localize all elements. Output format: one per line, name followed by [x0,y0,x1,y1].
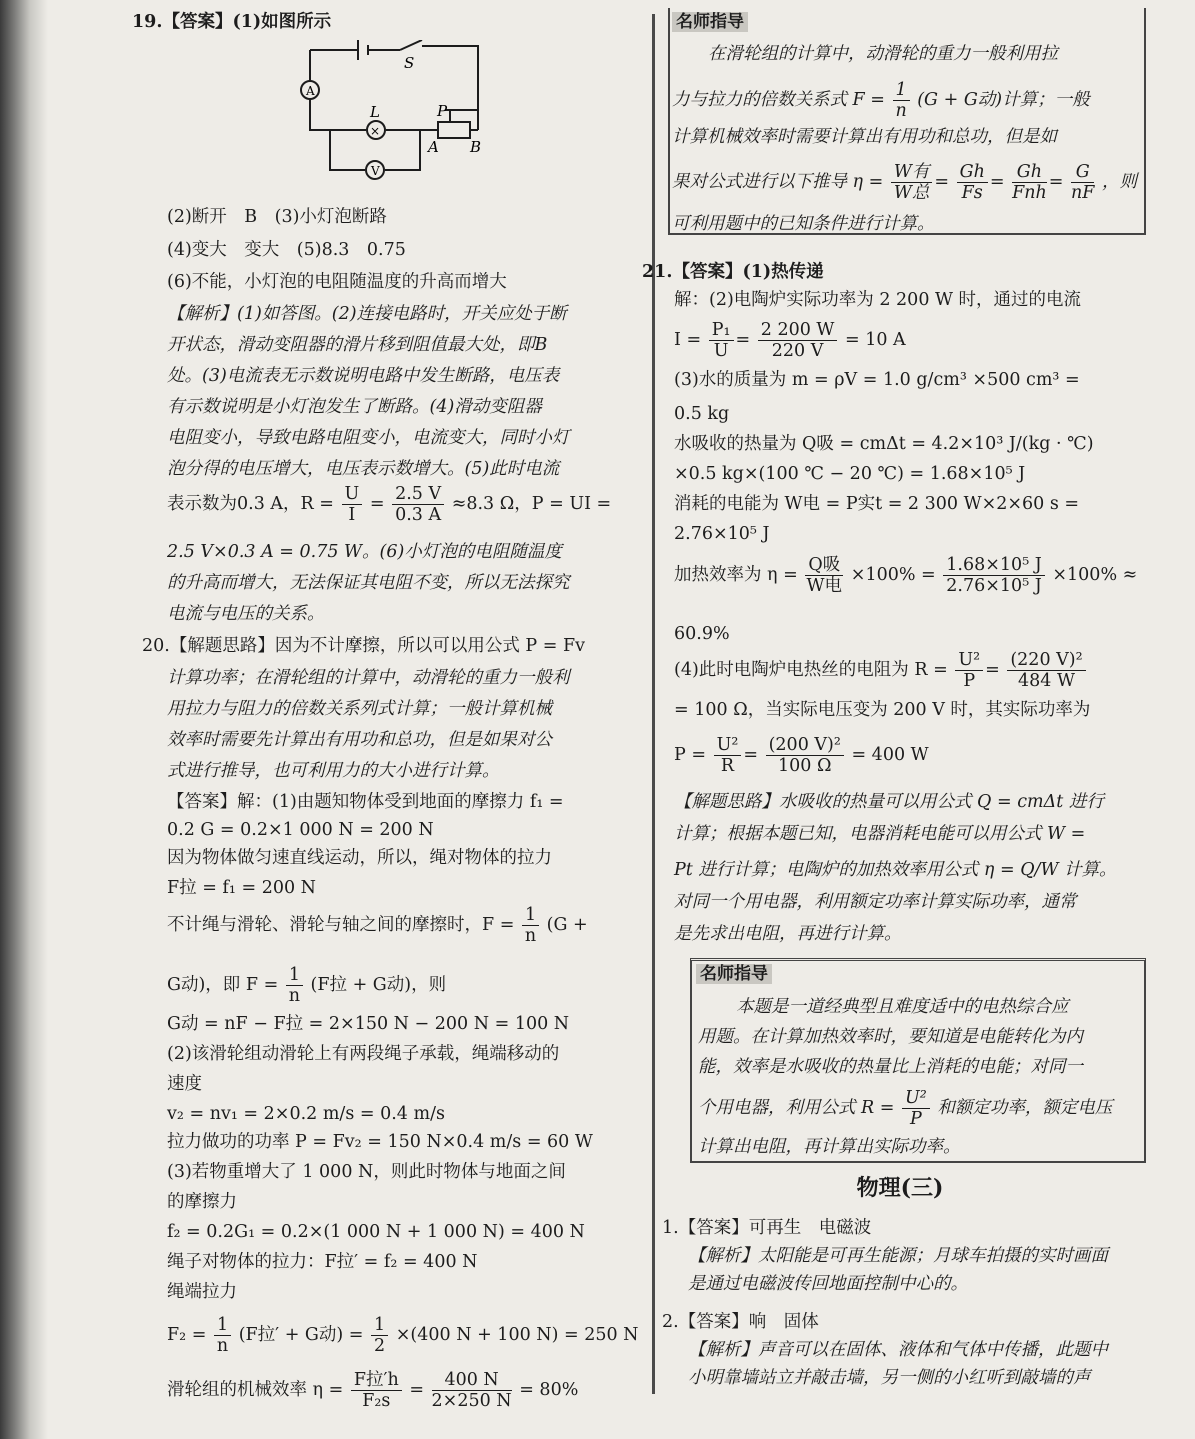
eq-text: ≈8.3 Ω，P = UI = [451,494,612,514]
q21-line: ×0.5 kg×(100 ℃ − 20 ℃) = 1.68×10⁵ J [674,464,1026,484]
q20-ans-line: 【答案】解：(1)由题知物体受到地面的摩擦力 f₁ = [167,792,564,812]
numerator: P₁ [709,320,734,341]
q20-ans2-line: (3)若物重增大了 1 000 N，则此时物体与地面之间 [167,1162,566,1182]
fraction [709,320,734,361]
numerator: W有 [891,162,933,183]
denominator: W总 [893,183,930,203]
q20-force-eq [167,905,588,946]
fraction [714,735,742,776]
q19-answer-2: (2)断开 B (3)小灯泡断路 [167,207,387,227]
q20-ans2-line: 绳子对物体的拉力：F拉′ = f₂ = 400 N [167,1252,478,1272]
q19-answer-4: (4)变大 变大 (5)8.3 0.75 [167,240,406,260]
denominator: 0.3 A [395,505,442,525]
circuit-diagram [300,40,500,185]
eq-text: 滑轮组的机械效率 η = [167,1380,344,1400]
q21-think-line: 对同一个用电器，利用额定功率计算实际功率，通常 [674,892,1077,912]
numerator: Q吸 [805,555,843,576]
voltmeter-symbol: V [371,164,380,178]
q21-line: 0.5 kg [674,404,730,424]
eq-text: 和额定功率，额定电压 [937,1098,1113,1118]
eq-text: 力与拉力的倍数关系式 F = [672,90,885,110]
fraction [432,1370,512,1411]
q21-think-line: 【解题思路】水吸收的热量可以用公式 Q = cmΔt 进行 [674,792,1104,812]
numerator: 1.68×10⁵ J [943,555,1045,576]
eq-text: (F拉′ + G动) = [238,1325,364,1345]
denominator: n [524,926,537,946]
q21-efficiency-eq [674,555,1137,596]
eq-text: = 10 A [844,330,906,350]
switch-label: S [404,54,415,72]
numerator: Gh [957,162,988,183]
fraction [957,162,988,203]
end-b-label: B [470,138,482,156]
denominator: nF [1071,183,1095,203]
q21-think-line: Pt 进行计算；电陶炉的加热效率用公式 η = Q/W 计算。 [674,860,1117,880]
denominator: P [910,1109,922,1129]
numerator: 1 [522,905,539,926]
q19-exp-line: 处。(3)电流表无示数说明电路中发生断路，电压表 [167,366,560,386]
eq-text: G动)，即 F = [167,975,279,995]
numerator: F拉′h [351,1370,402,1391]
section-title: 物理(三) [856,1175,944,1201]
q20-ans2-line: (2)该滑轮组动滑轮上有两段绳子承载，绳端移动的 [167,1044,560,1064]
denominator: 100 Ω [777,756,832,776]
s-q2-exp: 小明靠墙站立并敲击墙，另一侧的小红听到敲墙的声 [688,1368,1091,1388]
numerator: 1 [371,1315,388,1336]
book-binding-shadow [0,0,48,1439]
eq-text: (4)此时电陶炉电热丝的电阻为 R = [674,660,948,680]
tip1-line: 计算机械效率时需要计算出有用功和总功，但是如 [672,127,1057,147]
numerator: 2 200 W [758,320,838,341]
numerator: U² [714,735,742,756]
denominator: 2.76×10⁵ J [946,576,1042,596]
q20-tension-eq [167,1315,638,1356]
denominator: R [720,756,735,776]
numerator: G [1071,162,1094,183]
q19-exp-line: 泡分得的电压增大，电压表示数增大。(5)此时电流 [167,459,560,479]
denominator: 484 W [1018,671,1075,691]
q20-efficiency-eq: 滑轮组的机械效率 η = $\frac{\text{F拉′h}}{\text{F₂s}}$ = $\frac{400 N}{2\times 250 N}$ = 80% [167,1370,579,1411]
tip2-line: 能，效率是水吸收的热量比上消耗的电能；对同一 [698,1057,1083,1077]
fraction [1007,650,1085,691]
fraction [893,80,910,121]
fraction [522,905,539,946]
q21-line: 2.76×10⁵ J [674,524,770,544]
end-a-label: A [428,138,439,156]
fraction [758,320,838,361]
denominator: W电 [806,576,843,596]
q20-think-line: 式进行推导，也可利用力的大小进行计算。 [167,761,500,781]
tip-tag: 名师指导 [672,12,748,32]
q21-line: = 100 Ω，当实际电压变为 200 V 时，其实际功率为 [674,700,1091,720]
eq-text: 果对公式进行以下推导 η = [672,172,884,192]
q19-exp-line: 有示数说明是小灯泡发生了断路。(4)滑动变阻器 [167,397,542,417]
tip-tag: 名师指导 [696,964,772,984]
eq-text: (F拉 + G动)，则 [310,975,447,995]
numerator: 400 N [432,1370,512,1391]
q21-line: 消耗的电能为 W电 = P实t = 2 300 W×2×60 s = [674,494,1080,514]
q20-think-line: 效率时需要先计算出有用功和总功，但是如果对公 [167,730,552,750]
tip1-formula: 果对公式进行以下推导 η = $\frac{\text{W有}}{\text{W总}}$ = $\frac{Gh}{Fs}$ = $\frac{Gh}{\text{Fnh}}$ = $\frac{G}{nF}$ ，则 [672,162,1138,203]
tip1-title [672,10,748,34]
fraction [891,162,933,203]
q21-line: 水吸收的热量为 Q吸 = cmΔt = 4.2×10³ J/(kg · ℃) [674,434,1094,454]
denominator: U [713,341,729,361]
q19-exp-line: 【解析】(1)如答图。(2)连接电路时，开关应处于断 [167,304,567,324]
q21-resistance-eq: (4)此时电陶炉电热丝的电阻为 R = $\frac{\text{U²}}{P}$ = $\frac{\text{(220 V)²}}{484 W}$ [674,650,1088,691]
numerator: Gh [1012,162,1047,183]
q21-line: 60.9% [674,624,730,644]
q19-exp2-line: 2.5 V×0.3 A = 0.75 W。(6)小灯泡的电阻随温度 [167,542,562,562]
s-q1: 1.【答案】可再生 电磁波 [662,1218,872,1238]
q20-ans2-line: 绳端拉力 [167,1282,237,1302]
tip2-line: 用题。在计算加热效率时，要知道是电能转化为内 [698,1027,1083,1047]
fraction [955,650,983,691]
fraction [286,965,303,1006]
q21-think-line: 是先求出电阻，再进行计算。 [674,924,902,944]
q20-ans2-line: v₂ = nv₁ = 2×0.2 m/s = 0.4 m/s [167,1104,445,1124]
tip1-line: 在滑轮组的计算中，动滑轮的重力一般利用拉 [708,44,1058,64]
eq-text: 不计绳与滑轮、滑轮与轴之间的摩擦时，F = [167,915,515,935]
numerator: U² [955,650,983,671]
numerator: 1 [214,1315,231,1336]
eq-text: P = [674,745,707,765]
denominator: I [348,505,356,525]
fraction [1071,162,1094,203]
tip2-formula [698,1088,1112,1129]
eq-text: 表示数为0.3 A，R = [167,494,334,514]
ammeter-symbol: A [306,84,315,98]
tip2-line: 计算出电阻，再计算出实际功率。 [698,1137,961,1157]
q19-resistance-eq: 表示数为0.3 A，R = $\frac{U}{I}$ = $\frac{2.5 V}{0.3 A}$ ≈8.3 Ω，P = UI = [167,484,612,525]
numerator: (220 V)² [1007,650,1085,671]
q19-exp2-line: 电流与电压的关系。 [167,604,325,624]
eq-text: = 400 W [851,745,929,765]
q20-think-line: 计算功率；在滑轮组的计算中，动滑轮的重力一般利 [167,668,570,688]
numerator: 2.5 V [392,484,444,505]
denominator: 2×250 N [431,1391,512,1411]
q20-think-line: 用拉力与阻力的倍数关系列式计算；一般计算机械 [167,699,552,719]
s-q2-exp: 【解析】声音可以在固体、液体和气体中传播，此题中 [688,1340,1108,1360]
s-q1-exp: 【解析】太阳能是可再生能源；月球车拍摄的实时画面 [688,1246,1108,1266]
q21-head: 21.【答案】(1)热传递 [642,262,824,282]
q21-line: 解：(2)电陶炉实际功率为 2 200 W 时，通过的电流 [674,290,1082,310]
q20-ans2-line: 的摩擦力 [167,1192,237,1212]
lamp-label: L [370,103,380,121]
q19-exp2-line: 的升高而增大，无法保证其电阻不变，所以无法探究 [167,573,570,593]
denominator: 2 [374,1336,386,1356]
eq-text: ×(400 N + 100 N) = 250 N [395,1325,639,1345]
denominator: n [895,101,907,121]
fraction [1012,162,1047,203]
eq-text: ，则 [1102,172,1138,192]
fraction [392,484,444,525]
denominator: Fnh [1012,183,1047,203]
q21-line: (3)水的质量为 m = ρV = 1.0 g/cm³ ×500 cm³ = [674,370,1080,390]
lamp-symbol: × [370,124,381,138]
eq-text: (G + [546,915,588,935]
q20-think-line: 20.【解题思路】因为不计摩擦，所以可以用公式 P = Fv [142,636,585,656]
numerator: 1 [893,80,910,101]
q20-ans-line: 0.2 G = 0.2×1 000 N = 200 N [167,820,434,840]
fraction [214,1315,231,1356]
eq-text: ×100% = [850,565,936,585]
q20-ans-line: F拉 = f₁ = 200 N [167,878,316,898]
eq-text: 加热效率为 η = [674,565,798,585]
eq-text: F₂ = [167,1325,207,1345]
numerator: (200 V)² [766,735,844,756]
q19-answer-6: (6)不能，小灯泡的电阻随温度的升高而增大 [167,272,507,292]
q20-ans2-line: 速度 [167,1074,202,1094]
q19-exp-line: 电阻变小，导致电路电阻变小，电流变大，同时小灯 [167,428,570,448]
denominator: F₂s [362,1391,391,1411]
q19-exp-line: 开状态，滑动变阻器的滑片移到阻值最大处，即B [167,335,548,355]
fraction [342,484,363,525]
eq-text: (G + G动)计算；一般 [917,90,1090,110]
q20-ans2-line: 拉力做功的功率 P = Fv₂ = 150 N×0.4 m/s = 60 W [167,1132,593,1152]
numerator: U [342,484,363,505]
q20-ans2-line: G动 = nF − F拉 = 2×150 N − 200 N = 100 N [167,1014,570,1034]
tip1-line [672,80,1090,121]
denominator: Fs [961,183,983,203]
s-q2: 2.【答案】响 固体 [662,1312,819,1332]
column-divider [652,14,655,1394]
fraction [943,555,1045,596]
eq-text: = 80% [519,1380,579,1400]
denominator: n [288,986,301,1006]
eq-text: 个用电器，利用公式 R = [698,1098,895,1118]
tip1-line: 可利用题中的已知条件进行计算。 [672,214,935,234]
q19-head: 19.【答案】(1)如图所示 [132,12,332,32]
q21-power-eq: P = $\frac{\text{U²}}{R}$ = $\frac{\text{(200 V)²}}{100 \Omega}$ = 400 W [674,735,929,776]
q20-force-eq2 [167,965,446,1006]
numerator: 1 [286,965,303,986]
q20-ans2-line: f₂ = 0.2G₁ = 0.2×(1 000 N + 1 000 N) = 400 N [167,1222,585,1242]
fraction [351,1370,402,1411]
fraction [371,1315,388,1356]
s-q1-exp: 是通过电磁波传回地面控制中心的。 [688,1274,968,1294]
tip2-title [696,962,772,986]
denominator: P [963,671,976,691]
slider-label: P [437,102,448,120]
fraction [766,735,844,776]
q21-think-line: 计算；根据本题已知，电器消耗电能可以用公式 W = [674,824,1086,844]
fraction [902,1088,930,1129]
eq-text: I = [674,330,702,350]
fraction [805,555,843,596]
denominator: 220 V [771,341,824,361]
q20-ans-line: 因为物体做匀速直线运动，所以，绳对物体的拉力 [167,848,552,868]
numerator: U² [902,1088,930,1109]
tip2-line: 本题是一道经典型且难度适中的电热综合应 [736,997,1069,1017]
eq-text: ×100% ≈ [1052,565,1138,585]
denominator: n [216,1336,229,1356]
q21-current-eq: I = $\frac{\text{P₁}}{U}$ = $\frac{2 200 W}{220 V}$ = 10 A [674,320,906,361]
